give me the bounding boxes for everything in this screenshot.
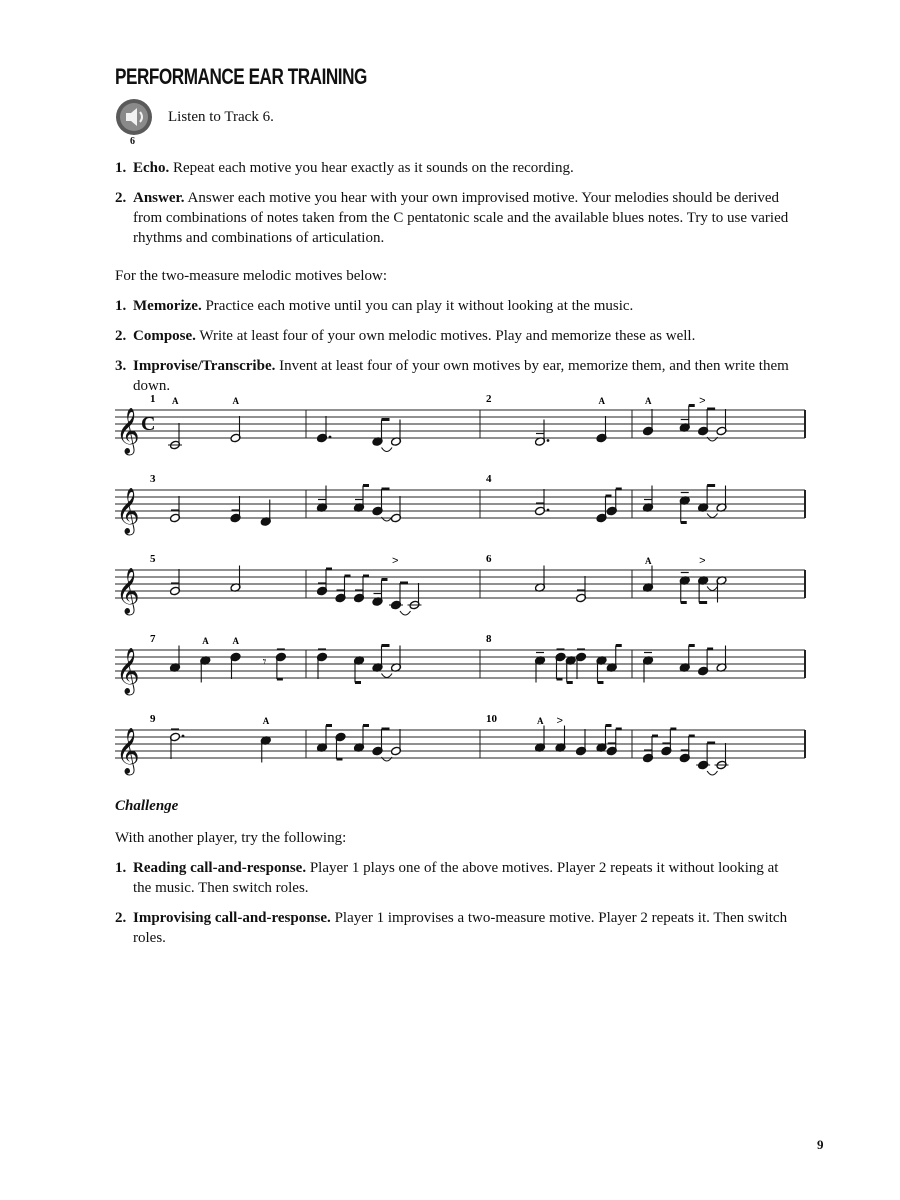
marcato-accent: A xyxy=(645,396,652,406)
step-text: Answer each motive you hear with your own improvised motive. Your melodies should be derived from combinations of notes taken from the C pentatonic scale and the available blues notes. Try to use varied rhythms and combinations of articulation. xyxy=(133,190,789,246)
treble-clef-icon: 𝄞 xyxy=(116,648,140,694)
motive-number: 1 xyxy=(150,393,156,405)
dot xyxy=(182,735,185,738)
tie xyxy=(707,587,717,591)
dot xyxy=(547,439,550,442)
tie xyxy=(400,611,411,615)
marcato-accent: A xyxy=(232,636,239,646)
motive-number: 3 xyxy=(150,473,156,485)
accent-mark: > xyxy=(699,555,706,567)
list-item: 1. Memorize. Practice each motive until you can play it without looking at the music. xyxy=(115,298,634,314)
accent-mark: > xyxy=(556,715,563,727)
marcato-accent: A xyxy=(537,716,544,726)
step-term: Echo. xyxy=(133,160,170,176)
motive-number: 9 xyxy=(150,713,156,725)
step-term: Compose. xyxy=(133,328,196,344)
treble-clef-icon: 𝄞 xyxy=(116,568,140,614)
step-term: Answer. xyxy=(133,190,185,206)
step-term: Improvise/Transcribe. xyxy=(133,358,276,374)
marcato-accent: A xyxy=(598,396,605,406)
motive-number: 7 xyxy=(150,633,156,645)
marcato-accent: A xyxy=(202,636,209,646)
ear-training-steps xyxy=(115,158,795,258)
marcato-accent: A xyxy=(645,556,652,566)
tie xyxy=(382,448,393,452)
motive-number: 2 xyxy=(486,393,492,405)
list-item: 2. Compose. Write at least four of your own melodic motives. Play and memorize these as well. xyxy=(115,328,696,344)
tie xyxy=(382,674,393,678)
track-instruction: Listen to Track 6. xyxy=(168,109,274,125)
marcato-accent: A xyxy=(232,396,239,406)
step-text: Write at least four of your own melodic motives. Play and memorize these as well. xyxy=(199,328,696,344)
accent-mark: > xyxy=(699,395,706,407)
eighth-rest-icon: 𝄾 xyxy=(262,654,267,670)
music-notation xyxy=(0,380,900,780)
list-item: 1. Reading call-and-response. Player 1 plays one of the above motives. Player 2 repeats it without looking at the music. Then switch roles. xyxy=(115,860,779,896)
time-signature: C xyxy=(141,413,156,435)
challenge-section xyxy=(115,828,795,958)
tie xyxy=(707,771,717,775)
list-item: 2. Improvising call-and-response. Player 1 improvises a two-measure motive. Player 2 repeats it. Then switch roles. xyxy=(115,910,788,946)
list-item: 3. Improvise/Transcribe. Invent at least four of your own motives by ear, memorize them, and then write them down. xyxy=(115,358,789,394)
marcato-accent: A xyxy=(172,396,179,406)
speaker-cd-icon[interactable] xyxy=(115,98,153,136)
track-number: 6 xyxy=(130,136,135,147)
tie xyxy=(707,514,717,518)
challenge-heading: Challenge xyxy=(115,798,179,814)
marcato-accent: A xyxy=(262,716,270,726)
step-text: Player 1 improvises a two-measure motive. Player 2 repeats it. Then switch roles. xyxy=(133,910,788,946)
motive-number: 5 xyxy=(150,553,156,565)
step-text: Practice each motive until you can play it without looking at the music. xyxy=(205,298,634,314)
challenge-intro: With another player, try the following: xyxy=(115,830,347,846)
step-text: Invent at least four of your own motives by ear, memorize them, and then write them down. xyxy=(133,358,789,394)
dot xyxy=(329,436,332,439)
track-reference xyxy=(115,98,615,148)
treble-clef-icon: 𝄞 xyxy=(116,488,140,534)
page-number: 9 xyxy=(817,1137,824,1152)
list-item: 1. Echo. Repeat each motive you hear exactly as it sounds on the recording. xyxy=(115,160,574,176)
step-text: Player 1 plays one of the above motives. Player 2 repeats it without looking at the music. Then switch roles. xyxy=(133,860,779,896)
motive-number: 10 xyxy=(486,713,497,725)
accent-mark: > xyxy=(392,555,399,567)
step-term: Memorize. xyxy=(133,298,202,314)
page-title: PERFORMANCE EAR TRAINING xyxy=(115,64,367,89)
motive-intro: For the two-measure melodic motives below: xyxy=(115,268,388,284)
step-term: Improvising call-and-response. xyxy=(133,910,331,926)
step-text: Repeat each motive you hear exactly as it sounds on the recording. xyxy=(173,160,574,176)
treble-clef-icon: 𝄞 xyxy=(116,728,140,774)
treble-clef-icon: 𝄞 xyxy=(116,408,140,454)
list-item: 2. Answer. Answer each motive you hear with your own improvised motive. Your melodies should be derived from combinations of notes taken from the C pentatonic scale and the available blues notes. Try to use varied rhythms and combinations of articulation. xyxy=(115,190,789,246)
motive-number: 8 xyxy=(486,633,492,645)
motive-number: 4 xyxy=(486,473,492,485)
motive-number: 6 xyxy=(486,553,492,565)
step-term: Reading call-and-response. xyxy=(133,860,307,876)
dot xyxy=(547,509,550,512)
